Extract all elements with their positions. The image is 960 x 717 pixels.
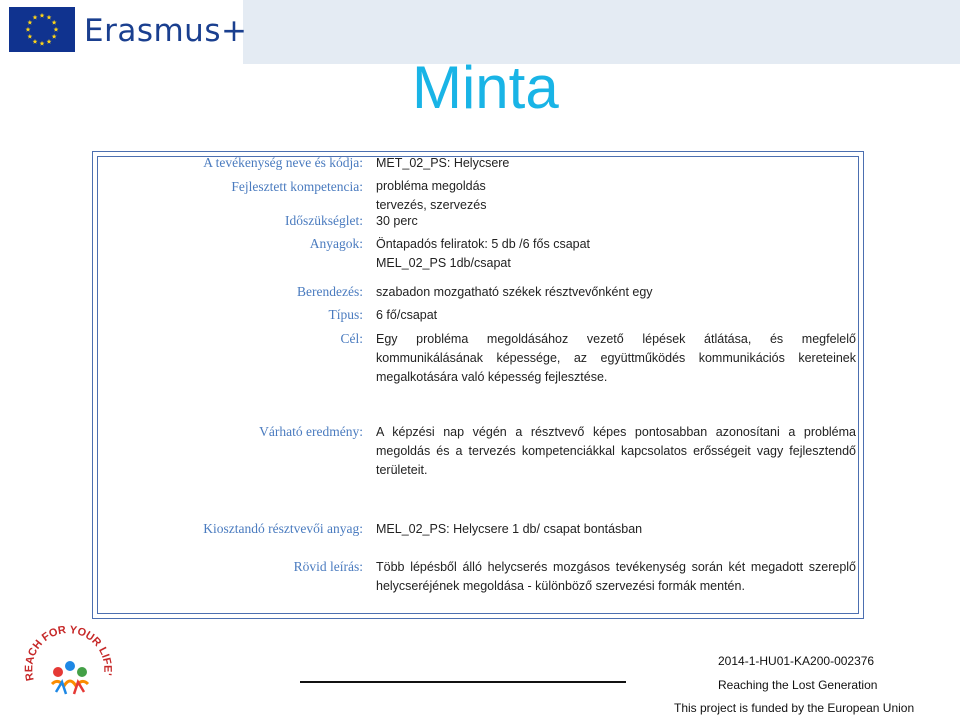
value-goal: Egy probléma megoldásához vezető lépések átlátása, és megfelelő kommunikálásának képessége, az együttműködés kommunikációs kereteinek megalkotására való képesség fejlesztése. — [376, 332, 856, 384]
value-equipment — [376, 283, 856, 302]
slide-title: Minta — [412, 54, 559, 121]
footer-divider — [300, 681, 626, 683]
value-line: probléma megoldás — [376, 179, 486, 193]
project-name: Reaching the Lost Generation — [718, 678, 878, 692]
erasmus-logo — [0, 0, 248, 64]
eu-star-icon — [47, 39, 52, 44]
label-activity-name: A tevékenység neve és kódja: — [203, 155, 363, 170]
label-materials: Anyagok: — [309, 236, 363, 251]
value-expected-result: A képzési nap végén a résztvevő képes pontosabban azonosítani a probléma megoldás és a tervezés kompetenciákkal kapcsolatos erősségeit vagy fejlesztendő területeit. — [376, 425, 856, 477]
label-equipment: Berendezés: — [297, 284, 363, 299]
eu-star-icon — [27, 34, 32, 39]
value-line: 6 fő/csapat — [376, 308, 438, 322]
value-line: szabadon mozgatható székek résztvevőnként egy — [376, 285, 653, 299]
label-expected-result: Várható eredmény: — [259, 424, 363, 439]
eu-star-icon — [52, 20, 57, 25]
value-competency — [376, 177, 856, 215]
eu-flag-icon — [9, 7, 75, 52]
eu-star-icon — [26, 27, 31, 32]
value-activity-name — [376, 154, 856, 173]
value-type — [376, 306, 856, 325]
label-time-needed: Időszükséglet: — [285, 213, 363, 228]
label-participant-material: Kiosztandó résztvevői anyag: — [203, 521, 363, 536]
project-id: 2014-1-HU01-KA200-002376 — [718, 654, 875, 668]
svg-text:REACH FOR YOUR LIFE'S GOALS: REACH FOR YOUR LIFE' — [23, 624, 114, 682]
value-materials — [376, 235, 856, 273]
value-line: Öntapadós feliratok: 5 db /6 fős csapat — [376, 237, 591, 251]
erasmus-logo-text: Erasmus+ — [84, 13, 248, 49]
eu-star-icon — [52, 34, 57, 39]
reach-for-your-goals-logo — [22, 622, 114, 712]
eu-star-icon — [33, 39, 38, 44]
eu-star-icon — [33, 15, 38, 20]
label-competency: Fejlesztett kompetencia: — [231, 179, 363, 194]
eu-star-icon — [54, 27, 59, 32]
eu-star-icon — [47, 15, 52, 20]
value-line: MET_02_PS: Helycsere — [376, 156, 510, 170]
value-participant-material — [376, 520, 856, 539]
eu-star-icon — [27, 20, 32, 25]
eu-star-icon — [40, 41, 45, 46]
label-goal: Cél: — [340, 331, 363, 346]
eu-star-icon — [40, 13, 45, 18]
funding-notice: This project is funded by the European Union — [674, 701, 915, 715]
label-short-description: Rövid leírás: — [293, 559, 363, 574]
value-line: MEL_02_PS: Helycsere 1 db/ csapat bontásban — [376, 522, 643, 536]
value-time-needed — [376, 212, 856, 231]
value-line: 30 perc — [376, 214, 418, 228]
value-line: tervezés, szervezés — [376, 198, 487, 212]
label-type: Típus: — [328, 307, 363, 322]
value-short-description: Több lépésből álló helycserés mozgásos tevékenység során két megadott szereplő helycseréjének megoldása - különböző szervezési formák mentén. — [376, 560, 856, 593]
value-line: MEL_02_PS 1db/csapat — [376, 256, 511, 270]
